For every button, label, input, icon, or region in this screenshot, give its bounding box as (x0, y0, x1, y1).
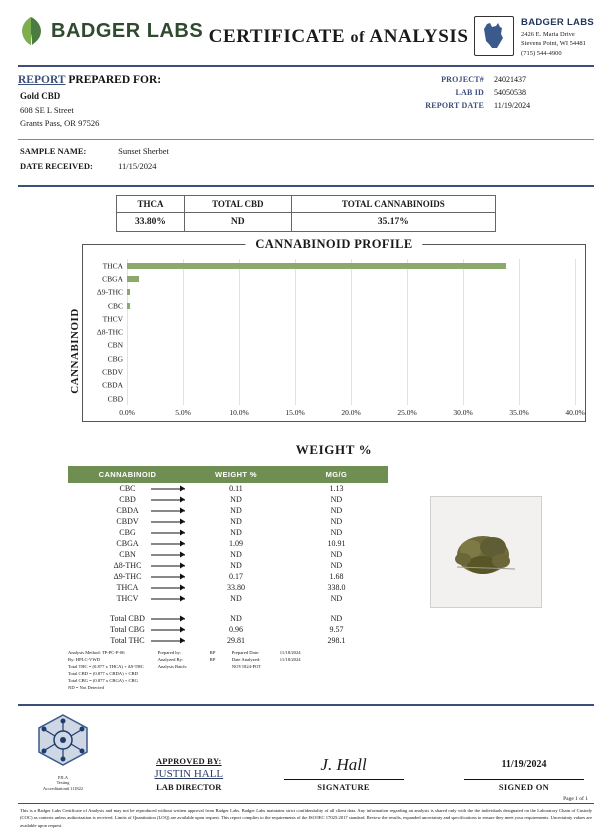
chart-gridline (351, 259, 352, 405)
cell-cannabinoid: CBC (119, 484, 136, 494)
page-header (18, 0, 594, 58)
summary-value-row (117, 213, 496, 232)
chart-gridline (575, 259, 576, 405)
cell-cannabinoid: Δ9-THC (113, 572, 142, 582)
chart-x-tick: 40.0% (565, 408, 585, 418)
approver-name: JUSTIN HALL (154, 768, 224, 781)
cannabinoid-table (68, 466, 388, 646)
table-row (69, 516, 388, 527)
note-total-cbg: Total CBG = (0.877 x CBGA) + CBG (68, 677, 138, 683)
cell-mgg: ND (330, 517, 343, 527)
cell-cannabinoid: Δ8-THC (113, 561, 142, 571)
lab-contact-block (474, 16, 594, 58)
prepared-date-label: Prepared Date: (231, 650, 260, 656)
note-total-cbd: Total CBD = (0.877 x CBDA) + CBD (68, 670, 138, 676)
disclaimer-text: This is a Badger Labs Certificate of Analysis and may not be reproduced without written approval from Badger Labs. Badger Labs maintains strict confidentiality of all client data. Any information regarding an analysis is shared only with the the individuals designated on the Laboratory Chain of Custody (COC) as contests unless authorization is received. Limits of Quantitation (LOQ) are available upon request. This report complies to the requirements of the ISO/IEC 17025:2017 standard. Review the results, expanded uncertainty and specifications to ensure they meet your requirements. Uncertainty values are available upon request. (20, 808, 592, 828)
cannabinoid-profile-chart (26, 237, 586, 458)
signature-label: SIGNATURE (284, 779, 404, 792)
chart-x-tick: 10.0% (229, 408, 249, 418)
note-method: Analysis Method: TP-PC-P-06 (68, 650, 125, 656)
chart-y-tick: THCV (102, 314, 123, 324)
results-section (18, 466, 594, 646)
labid-value: 54050538 (494, 87, 526, 97)
pjla-accreditation-seal-icon (32, 712, 94, 774)
note-analyzed (158, 657, 301, 664)
leaf-logo-icon (18, 16, 44, 46)
chart-x-tick: 5.0% (175, 408, 191, 418)
cell-weight: ND (187, 593, 286, 604)
cell-mgg: 298.1 (327, 636, 346, 646)
chart-title: CANNABINOID PROFILE (245, 237, 422, 252)
signature-section (18, 706, 594, 793)
batch-label: Analysis Batch: (157, 663, 187, 669)
chart-bar (127, 263, 506, 269)
reportdate-label: REPORT DATE (425, 100, 484, 110)
wisconsin-state-icon (474, 16, 514, 56)
sample-name-row (20, 144, 594, 158)
analyzed-date-label: Date Analyzed: (231, 657, 261, 663)
project-label: PROJECT# (441, 75, 484, 85)
arrow-icon (151, 598, 185, 599)
chart-gridline (239, 259, 240, 405)
chart-x-tick: 15.0% (285, 408, 305, 418)
seal-accreditation-number: Accreditation# 111822 (42, 786, 84, 792)
cell-cannabinoid: CBDV (116, 517, 139, 527)
cell-cannabinoid: CBN (119, 550, 136, 560)
chart-y-tick: THCA (102, 261, 123, 271)
cell-mgg: ND (330, 594, 343, 604)
chart-x-tick: 25.0% (397, 408, 417, 418)
accreditation-block (32, 712, 94, 793)
cell-weight: ND (187, 613, 286, 624)
lab-address (521, 16, 594, 58)
table-spacer (69, 604, 388, 613)
title-part-analysis: ANALYSIS (369, 26, 469, 47)
col-header-weight: WEIGHT % (187, 467, 286, 483)
signed-on-date: 11/19/2024 (501, 759, 547, 771)
chart-y-tick: CBDA (102, 380, 123, 390)
lab-address-line1: 2426 E. Maria Drive (521, 30, 575, 38)
chart-y-tick: CBG (107, 354, 123, 364)
summary-value-totalcannabinoids: 35.17% (291, 213, 495, 232)
chart-frame (82, 237, 586, 422)
cell-cannabinoid: CBGA (116, 539, 139, 549)
table-row (69, 571, 388, 582)
cell-weight: ND (187, 494, 286, 505)
arrow-icon (151, 629, 185, 630)
summary-header-thca: THCA (117, 196, 185, 213)
analyzed-label: Analyzed By: (157, 657, 184, 663)
title-part-of: of (350, 29, 366, 46)
cell-weight: 29.81 (187, 635, 286, 646)
arrow-icon (151, 618, 185, 619)
date-received-label: DATE RECEIVED: (20, 160, 93, 171)
approver-title: LAB DIRECTOR (156, 782, 222, 793)
cell-cannabinoid: THCA (116, 583, 139, 593)
date-received-row (20, 159, 594, 173)
note-batch (158, 664, 301, 671)
table-row (69, 494, 388, 505)
summary-header-row (117, 196, 496, 213)
cell-mgg: ND (330, 495, 343, 505)
table-header-row (69, 467, 388, 483)
table-row (69, 582, 388, 593)
chart-y-tick: Δ8-THC (96, 327, 123, 337)
cell-cannabinoid: CBDA (116, 506, 139, 516)
sample-name-value: Sunset Sherbet (118, 146, 169, 157)
project-value: 24021437 (494, 75, 526, 85)
cell-weight: ND (187, 560, 286, 571)
brand-logo (18, 16, 203, 46)
chart-bar (127, 303, 130, 309)
cell-mgg: 9.57 (329, 625, 344, 635)
chart-gridline (183, 259, 184, 405)
chart-y-tick: CBN (107, 340, 123, 350)
arrow-icon (151, 510, 185, 511)
chart-plot-area (96, 259, 585, 418)
note-nd: ND = Not Detected (68, 684, 104, 690)
summary-header-totalcannabinoids: TOTAL CANNABINOIDS (291, 196, 495, 213)
prepared-date: 11/18/2024 (279, 650, 301, 656)
method-notes (68, 650, 144, 691)
summary-value-thca: 33.80% (117, 213, 185, 232)
seal-pjla: PJLA (57, 774, 68, 780)
chart-y-tick: CBC (107, 301, 123, 311)
table-row (69, 635, 388, 646)
page-title (209, 26, 469, 48)
approved-by-label: APPROVED BY: (155, 756, 222, 767)
cell-mgg: ND (330, 528, 343, 538)
cell-cannabinoid: Total CBG (110, 625, 145, 635)
cell-mgg: ND (330, 614, 343, 624)
cannabinoid-table-wrap (68, 466, 388, 646)
chart-gridline (295, 259, 296, 405)
batch-value: NOV1824-POT (231, 663, 262, 669)
accreditation-text (32, 775, 94, 793)
chart-x-tick: 20.0% (341, 408, 361, 418)
sample-name-label: SAMPLE NAME: (20, 146, 87, 157)
table-row (69, 527, 388, 538)
signature-image: J. Hall (320, 755, 367, 775)
customer-street: 608 SE L Street (20, 104, 74, 115)
chart-y-tick: CBDV (102, 367, 123, 377)
approved-by-block (154, 756, 223, 792)
summary-value-totalcbd: ND (184, 213, 291, 232)
table-row (69, 538, 388, 549)
chart-gridline (463, 259, 464, 405)
cell-mgg: 1.68 (329, 572, 344, 582)
arrow-icon (151, 554, 185, 555)
chart-x-axis-label: WEIGHT % (295, 442, 373, 458)
chart-y-tick: CBGA (102, 274, 123, 284)
analyzed-date: 11/18/2024 (279, 657, 301, 663)
table-row (69, 483, 388, 495)
cell-weight: ND (187, 505, 286, 516)
arrow-icon (151, 587, 185, 588)
customer-city: Grants Pass, OR 97526 (20, 118, 100, 129)
table-row (69, 560, 388, 571)
signed-on-block (464, 753, 584, 792)
chart-gridline (519, 259, 520, 405)
prepared-for-label: PREPARED FOR: (68, 74, 162, 87)
prepared-for-block (18, 74, 161, 130)
meta-row-reportdate (344, 100, 594, 113)
cell-weight: 33.80 (187, 582, 286, 593)
reportdate-value: 11/19/2024 (494, 100, 531, 110)
seal-testing: Testing (56, 780, 70, 786)
arrow-icon (151, 488, 185, 489)
cell-cannabinoid: Total CBD (110, 614, 145, 624)
prepared-for-heading (18, 74, 161, 86)
col-header-mgg: MG/G (285, 467, 387, 483)
arrow-icon (151, 521, 185, 522)
cell-mgg: ND (330, 506, 343, 516)
cell-mgg: 338.0 (327, 583, 346, 593)
arrow-icon (151, 543, 185, 544)
brand-name: BADGER LABS (51, 19, 204, 42)
cell-mgg: ND (330, 561, 343, 571)
date-received-value: 11/15/2024 (118, 160, 157, 171)
customer-name: Gold CBD (20, 91, 61, 102)
prepared-label: Prepared by: (157, 650, 182, 656)
cell-mgg: 1.13 (329, 484, 344, 494)
note-prepared (158, 650, 301, 657)
lab-phone: (715) 544-4900 (521, 49, 562, 57)
cell-weight: 1.09 (187, 538, 286, 549)
sample-info (18, 140, 594, 178)
analysis-notes (68, 650, 594, 691)
signed-on-label: SIGNED ON (464, 779, 584, 792)
page-number: Page 1 of 1 (563, 796, 588, 803)
table-row (69, 549, 388, 560)
signature-block (284, 753, 404, 792)
cell-cannabinoid: THCV (116, 594, 139, 604)
cell-weight: 0.11 (187, 483, 286, 495)
cell-mgg: 10.91 (327, 539, 346, 549)
lab-company-name: BADGER LABS (521, 17, 594, 28)
title-part-certificate: CERTIFICATE (208, 26, 346, 47)
bud-image (449, 523, 523, 581)
summary-table (116, 195, 496, 232)
customer-address (18, 90, 161, 130)
note-instrument: By: HPLC-VWD (68, 657, 101, 663)
prep-notes (158, 650, 301, 691)
table-row (69, 593, 388, 604)
arrow-icon (151, 640, 185, 641)
arrow-icon (151, 499, 185, 500)
arrow-icon (151, 576, 185, 577)
cell-cannabinoid: CBG (119, 528, 136, 538)
cell-cannabinoid: CBD (119, 495, 136, 505)
cell-weight: ND (187, 549, 286, 560)
chart-gridline (407, 259, 408, 405)
arrow-icon (151, 565, 185, 566)
sample-divider (18, 185, 594, 187)
cell-weight: 0.96 (187, 624, 286, 635)
chart-x-tick: 30.0% (453, 408, 473, 418)
batch-spacer (210, 664, 226, 671)
table-row (69, 505, 388, 516)
lab-address-line2: Stevens Point, WI 54481 (521, 40, 586, 48)
cell-cannabinoid: Total THC (110, 636, 145, 646)
cell-weight: ND (187, 516, 286, 527)
cell-mgg: ND (330, 550, 343, 560)
arrow-icon (151, 532, 185, 533)
meta-row-labid (344, 87, 594, 100)
chart-x-tick: 35.0% (509, 408, 529, 418)
cell-weight: 0.17 (187, 571, 286, 582)
summary-header-totalcbd: TOTAL CBD (184, 196, 291, 213)
chart-x-tick: 0.0% (119, 408, 135, 418)
report-meta (344, 74, 594, 130)
col-header-cannabinoid: CANNABINOID (69, 467, 187, 483)
chart-y-axis-label: CANNABINOID (68, 308, 81, 394)
report-section (18, 67, 594, 132)
chart-bar (127, 289, 130, 295)
table-row (69, 613, 388, 624)
prepared-by: RP (209, 650, 216, 656)
report-keyword: REPORT (18, 74, 66, 87)
chart-y-tick: Δ9-THC (96, 287, 123, 297)
analyzed-by: RP (209, 657, 216, 663)
note-total-thc: Total THC = (0.877 x THCA) + Δ9-THC (68, 663, 144, 669)
chart-y-tick: CBD (107, 394, 123, 404)
cell-weight: ND (187, 527, 286, 538)
meta-row-project (344, 74, 594, 87)
chart-bar (127, 276, 139, 282)
sample-photo (430, 496, 542, 608)
labid-label: LAB ID (455, 87, 484, 97)
table-row (69, 624, 388, 635)
